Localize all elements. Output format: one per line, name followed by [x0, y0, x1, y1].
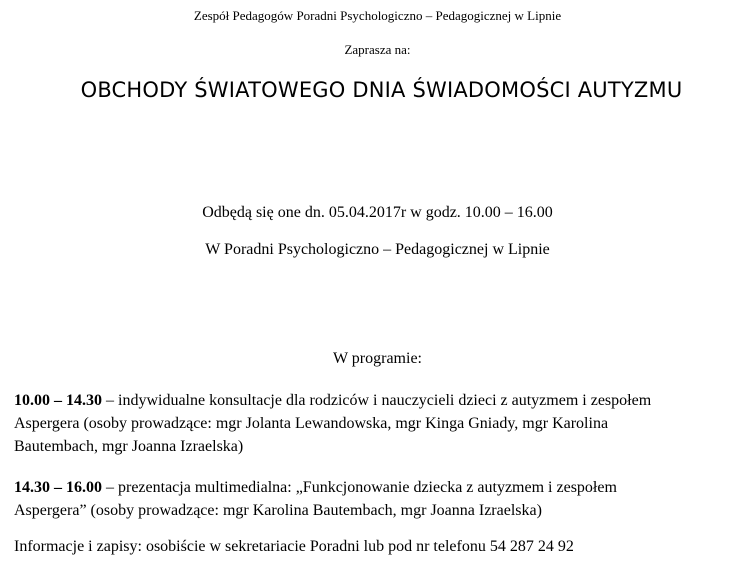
program-item-2-time: 14.30 – 16.00	[14, 479, 102, 496]
program-item-2-description: – prezentacja multimedialna: „Funkcjonowanie dziecka z autyzmem i zespołem	[102, 479, 617, 496]
program-item-1-description: – indywidualne konsultacje dla rodziców i nauczycieli dzieci z autyzmem i zespołem	[102, 392, 652, 409]
program-item-1-line-3: Bautembach, mgr Joanna Izraelska)	[14, 438, 244, 455]
contact-info: Informacje i zapisy: osobiście w sekretariacie Poradni lub pod nr telefonu 54 287 24 92	[14, 538, 574, 555]
program-item-2-line-2: Aspergera” (osoby prowadzące: mgr Karolina Bautembach, mgr Joanna Izraelska)	[14, 502, 542, 519]
event-date-time: Odbędą się one dn. 05.04.2017r w godz. 10.00 – 16.00	[202, 204, 553, 221]
event-title: OBCHODY ŚWIATOWEGO DNIA ŚWIADOMOŚCI AUTYZMU	[80, 78, 683, 102]
program-item-1-line-2: Aspergera (osoby prowadzące: mgr Jolanta Lewandowska, mgr Kinga Gniady, mgr Karolina	[14, 415, 609, 432]
program-item-2	[14, 476, 754, 522]
program-heading: W programie:	[332, 350, 422, 367]
program-item-1-line-1	[14, 389, 754, 412]
program-item-2-line-1	[14, 476, 754, 499]
event-location: W Poradni Psychologiczno – Pedagogicznej w Lipnie	[205, 241, 550, 258]
program-item-1-time: 10.00 – 14.30	[14, 392, 102, 409]
program-item-1	[14, 389, 754, 458]
organizer-line: Zespół Pedagogów Poradni Psychologiczno – Pedagogicznej w Lipnie	[193, 8, 562, 23]
invite-line: Zaprasza na:	[344, 42, 411, 57]
